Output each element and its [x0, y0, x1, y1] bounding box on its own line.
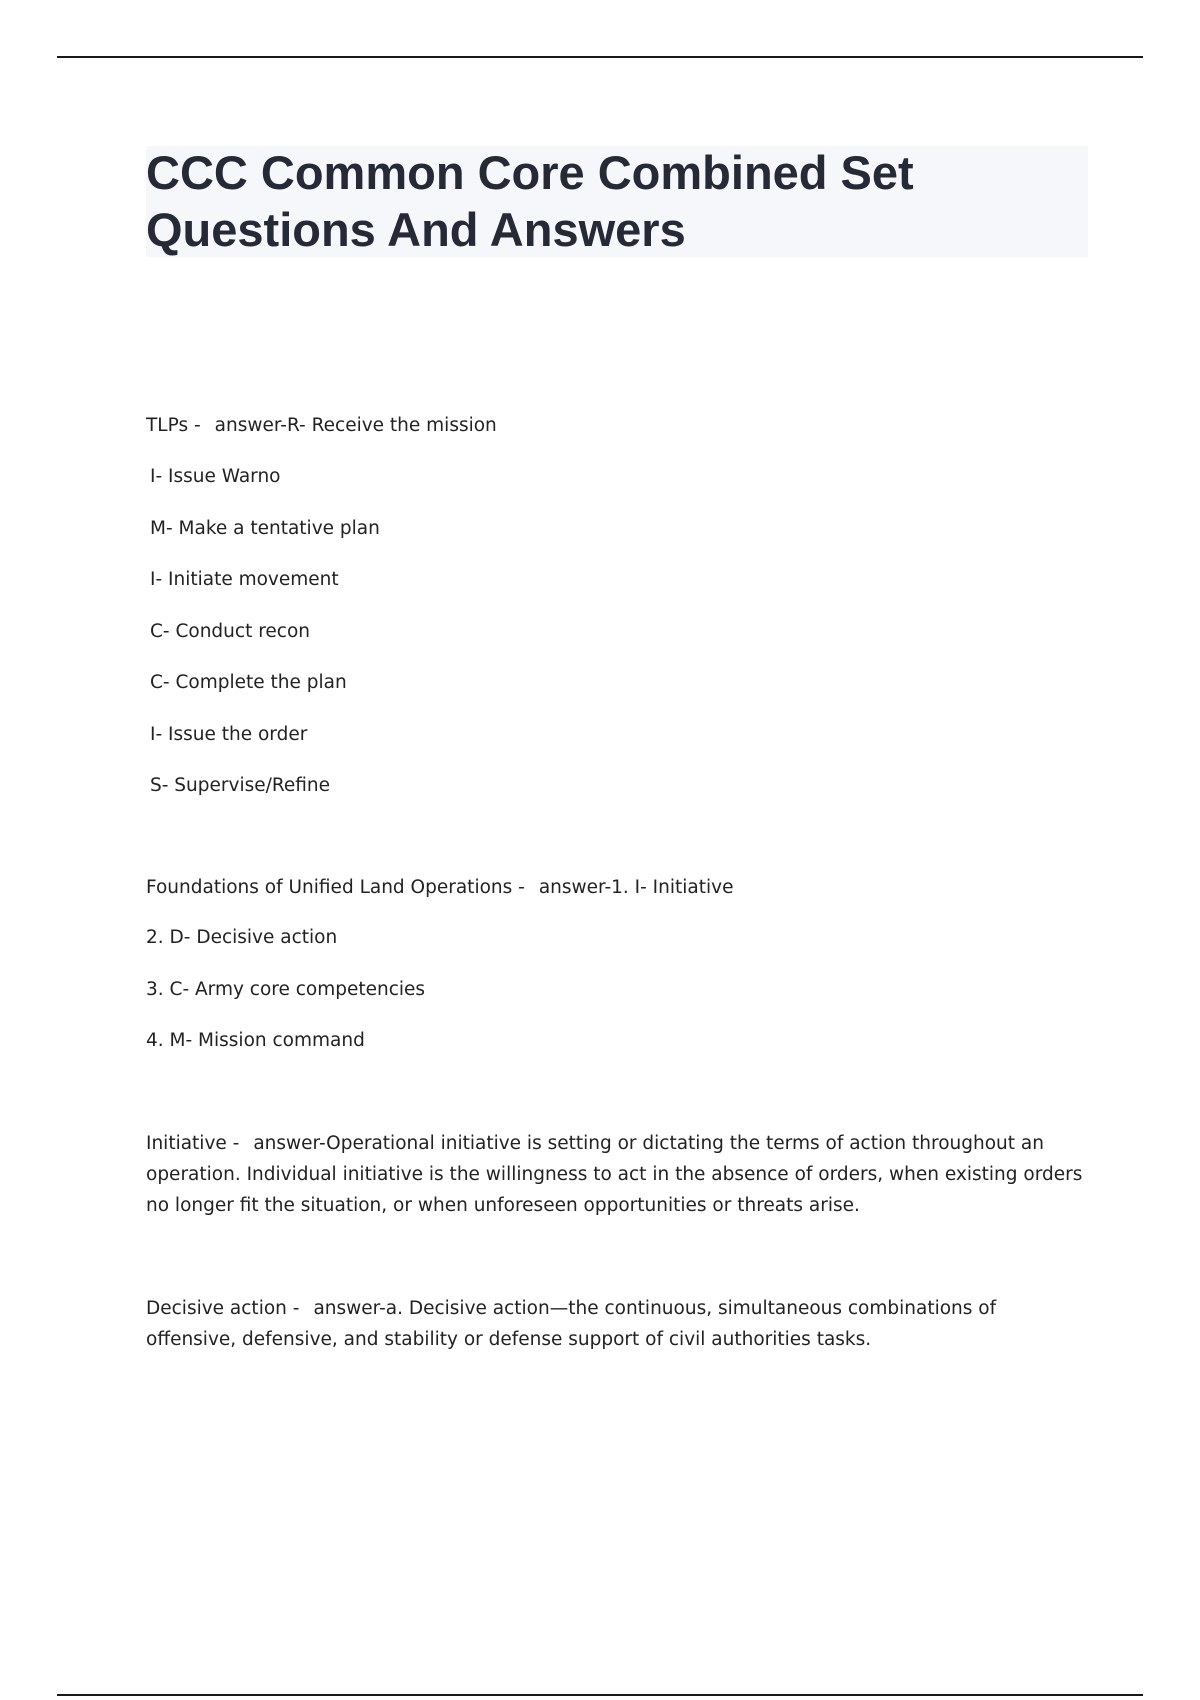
- answer-line: I- Issue Warno: [150, 466, 281, 487]
- answer-line: 3. C- Army core competencies: [146, 979, 426, 1000]
- answer-line: C- Conduct recon: [150, 621, 311, 642]
- answer-line: M- Make a tentative plan: [150, 518, 380, 539]
- document-title: [146, 144, 914, 258]
- bottom-rule: [57, 1694, 1143, 1696]
- answer-line: I- Initiate movement: [150, 569, 339, 590]
- answer-line: S- Supervise/Refine: [150, 775, 331, 796]
- qa-item-decisive-action: [146, 1293, 1091, 1355]
- qa-item-tlps: [146, 414, 497, 438]
- question-text: Foundations of Unified Land Operations -: [146, 877, 525, 898]
- title-line-2: Questions And Answers: [146, 203, 686, 256]
- answer-line: C- Complete the plan: [150, 672, 347, 693]
- answer-text: answer-Operational initiative is setting or dictating the terms of action throughout an operation. Individual initiative is the willingness to act in the absence of orders, when existing orders no longer fit the situation, or when unforeseen opportunities or threats arise.: [146, 1133, 1083, 1216]
- answer-line: I- Issue the order: [150, 724, 308, 745]
- answer-line: 2. D- Decisive action: [146, 927, 338, 948]
- top-rule: [57, 56, 1143, 58]
- answer-text: answer-R- Receive the mission: [214, 415, 497, 436]
- title-line-1: CCC Common Core Combined Set: [146, 146, 914, 199]
- question-text: Decisive action -: [146, 1298, 300, 1319]
- answer-line: 4. M- Mission command: [146, 1030, 365, 1051]
- question-text: TLPs -: [146, 415, 201, 436]
- answer-text: answer-1. I- Initiative: [538, 877, 734, 898]
- answer-text: answer-a. Decisive action—the continuous, simultaneous combinations of offensive, defensive, and stability or defense support of civil authorities tasks.: [146, 1298, 997, 1350]
- qa-item-initiative: [146, 1128, 1091, 1221]
- question-text: Initiative -: [146, 1133, 240, 1154]
- qa-item-foundations: [146, 876, 733, 900]
